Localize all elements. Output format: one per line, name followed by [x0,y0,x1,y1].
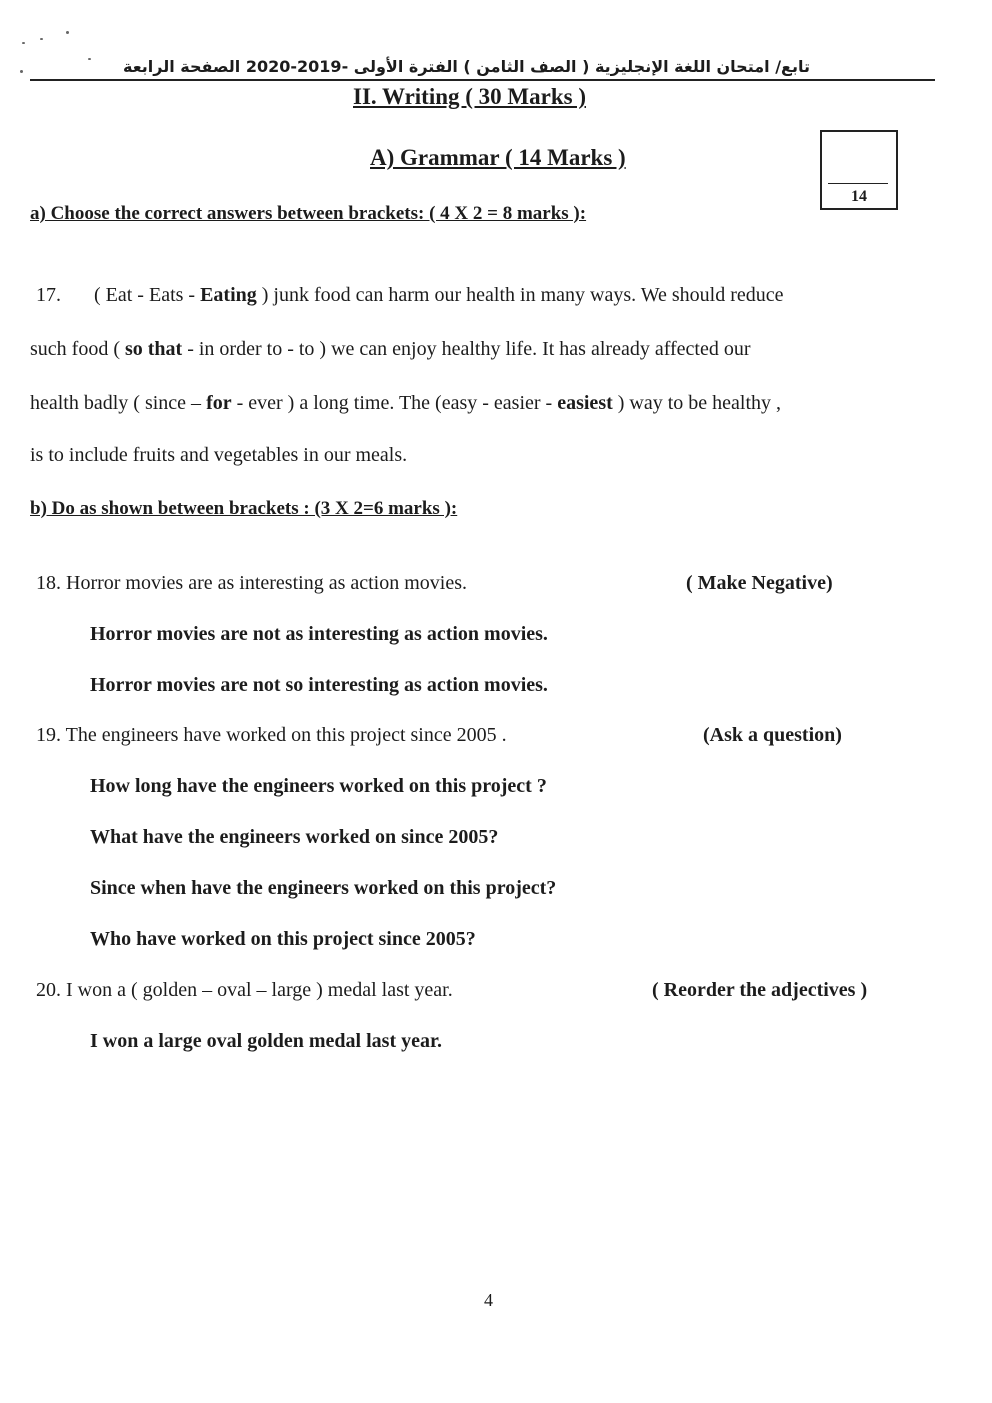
q19-answer-1: How long have the engineers worked on this project ? [90,775,547,797]
scan-speck [22,42,25,44]
q20-question: 20. I won a ( golden – oval – large ) medal last year. [36,979,453,1001]
scan-speck [20,70,23,73]
q17-line-3: health badly ( since – for - ever ) a long time. The (easy - easier - easiest ) way to be healthy , [30,392,782,414]
q18-answer-2: Horror movies are not so interesting as action movies. [90,674,548,696]
q17-line-1: ( Eat - Eats - Eating ) junk food can harm our health in many ways. We should reduce [94,284,784,306]
q19-answer-4: Who have worked on this project since 2005? [90,928,476,950]
q19-instruction-tag: (Ask a question) [703,724,842,746]
marks-box-value: 14 [851,188,867,205]
q19-answer-2: What have the engineers worked on since 2005? [90,826,499,848]
marks-box-line [828,183,888,184]
q17-line-4: is to include fruits and vegetables in our meals. [30,444,408,466]
q20-answer-1: I won a large oval golden medal last year. [90,1030,443,1052]
q18-question: 18. Horror movies are as interesting as action movies. [36,572,467,594]
q19-answer-3: Since when have the engineers worked on this project? [90,877,557,899]
part-a-instruction: a) Choose the correct answers between brackets: ( 4 X 2 = 8 marks ): [30,203,587,224]
header-divider [30,79,935,81]
q18-answer-1: Horror movies are not as interesting as action movies. [90,623,548,645]
q17-number: 17. [36,284,61,306]
q17-line-2: such food ( so that - in order to - to ) we can enjoy healthy life. It has already affected our [30,338,751,360]
exam-header: تابع/ امتحان اللغة الإنجليزية ( الصف الثامن ) الفترة الأولى -2019-2020 الصفحة الرابعة [123,57,810,76]
section-title: II. Writing ( 30 Marks ) [353,84,586,109]
scan-speck [88,58,91,60]
scan-speck [40,38,43,40]
grammar-title: A) Grammar ( 14 Marks ) [370,145,626,170]
part-b-instruction: b) Do as shown between brackets : (3 X 2=6 marks ): [30,498,458,519]
q19-question: 19. The engineers have worked on this project since 2005 . [36,724,507,746]
page-number: 4 [484,1290,493,1310]
scan-speck [66,31,69,34]
q18-instruction-tag: ( Make Negative) [686,572,833,594]
q20-instruction-tag: ( Reorder the adjectives ) [652,979,868,1001]
